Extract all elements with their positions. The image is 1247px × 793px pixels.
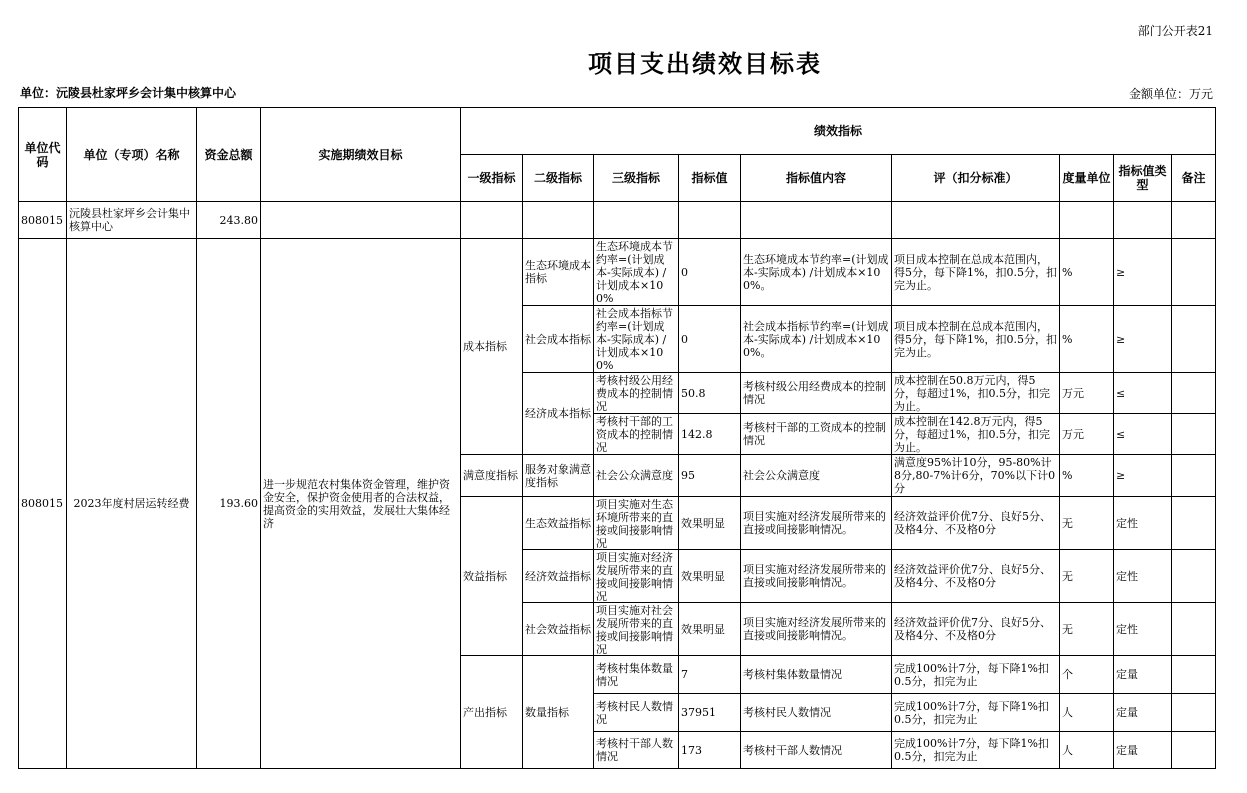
scoring-text: 项目成本控制在总成本范围内，得5分，每下降1%，扣0.5分，扣完为止。 xyxy=(892,306,1060,373)
level3-text: 项目实施对经济发展所带来的直接或间接影响情况 xyxy=(596,551,673,601)
header-remark: 备注 xyxy=(1172,155,1216,202)
scoring-text: 项目成本控制在总成本范围内，得5分，每下降1%，扣0.5分，扣完为止。 xyxy=(892,239,1060,306)
header-value-type: 指标值类型 xyxy=(1114,155,1172,202)
level3-text: 考核村干部人数情况 xyxy=(594,732,679,769)
value-type: 定量 xyxy=(1114,656,1172,694)
indicator-content: 项目实施对经济发展所带来的直接或间接影响情况。 xyxy=(741,497,892,550)
remark xyxy=(1172,550,1216,603)
header-measure-unit: 度量单位 xyxy=(1060,155,1114,202)
measure-unit: 无 xyxy=(1060,497,1114,550)
indicator-value: 173 xyxy=(679,732,741,769)
measure-unit: 无 xyxy=(1060,603,1114,656)
value-type: ≥ xyxy=(1114,455,1172,497)
indicator-content: 社会公众满意度 xyxy=(741,455,892,497)
level1-output: 产出指标 xyxy=(461,656,523,769)
level3-text: 生态环境成本节约率=(计划成本-实际成本) /计划成本×100% xyxy=(596,240,673,304)
summary-code: 808015 xyxy=(19,202,67,239)
scoring-text: 成本控制在50.8万元内，得5分，每超过1%，扣0.5分，扣完为止。 xyxy=(894,374,1050,412)
scoring-text: 经济效益评价优7分、良好5分、及格4分、不及格0分 xyxy=(892,497,1060,550)
indicator-content: 考核村级公用经费成本的控制情况 xyxy=(741,373,892,414)
project-amount: 193.60 xyxy=(197,239,261,769)
measure-unit: 万元 xyxy=(1060,373,1114,414)
header-content: 指标值内容 xyxy=(741,155,892,202)
level2-social-benefit: 社会效益指标 xyxy=(523,603,594,656)
money-unit-label: 金额单位：万元 xyxy=(1128,87,1213,101)
indicator-value: 95 xyxy=(679,455,741,497)
summary-name: 沅陵县杜家坪乡会计集中核算中心 xyxy=(67,202,197,239)
scoring-text: 满意度95%计10分，95-80%计8分,80-7%计6分，70%以下计0分 xyxy=(892,455,1060,497)
scoring-text: 成本控制在142.8万元内，得5分，每超过1%，扣0.5分，扣完为止。 xyxy=(894,415,1050,453)
level2-service: 服务对象满意度指标 xyxy=(523,455,594,497)
indicator-content: 考核村干部人数情况 xyxy=(741,732,892,769)
measure-unit: 个 xyxy=(1060,656,1114,694)
table-row xyxy=(19,202,1216,239)
indicator-content: 考核村民人数情况 xyxy=(741,694,892,732)
remark xyxy=(1172,497,1216,550)
header-unit-code: 单位代码 xyxy=(19,108,67,202)
level2-eco-benefit: 生态效益指标 xyxy=(523,497,594,550)
indicator-content: 考核村干部的工资成本的控制情况 xyxy=(741,414,892,455)
performance-table xyxy=(18,107,1216,769)
table-row xyxy=(19,239,1216,306)
project-goal: 进一步规范农村集体资金管理，维护资金安全，保护资金使用者的合法权益，提高资金的实用效益，发展壮大集体经济 xyxy=(261,239,461,769)
value-type: ≥ xyxy=(1114,239,1172,306)
scoring-text: 完成100%计7分，每下降1%扣0.5分，扣完为止 xyxy=(892,694,1060,732)
unit-label: 单位：沅陵县杜家坪乡会计集中核算中心 xyxy=(20,86,237,100)
indicator-content: 社会成本指标节约率=(计划成本-实际成本) /计划成本×100%。 xyxy=(741,306,892,373)
measure-unit: 无 xyxy=(1060,550,1114,603)
indicator-content: 项目实施对经济发展所带来的直接或间接影响情况。 xyxy=(741,550,892,603)
remark xyxy=(1172,603,1216,656)
indicator-value: 142.8 xyxy=(679,414,741,455)
level3-text: 社会公众满意度 xyxy=(594,455,679,497)
page-title: 项目支出绩效目标表 xyxy=(588,49,822,78)
indicator-value: 7 xyxy=(679,656,741,694)
level1-benefit: 效益指标 xyxy=(461,497,523,656)
project-name: 2023年度村居运转经费 xyxy=(67,239,197,769)
header-level2: 二级指标 xyxy=(523,155,594,202)
level1-satisfaction: 满意度指标 xyxy=(461,455,523,497)
measure-unit: % xyxy=(1060,306,1114,373)
value-type: 定量 xyxy=(1114,694,1172,732)
measure-unit: 人 xyxy=(1060,694,1114,732)
header-level3: 三级指标 xyxy=(594,155,679,202)
indicator-content: 项目实施对经济发展所带来的直接或间接影响情况。 xyxy=(741,603,892,656)
level3-text: 考核村民人数情况 xyxy=(594,694,679,732)
remark xyxy=(1172,373,1216,414)
header-total-funds: 资金总额 xyxy=(197,108,261,202)
value-type: 定量 xyxy=(1114,732,1172,769)
level3-text: 考核村级公用经费成本的控制情况 xyxy=(596,374,673,412)
indicator-value: 效果明显 xyxy=(679,550,741,603)
value-type: 定性 xyxy=(1114,603,1172,656)
measure-unit: 万元 xyxy=(1060,414,1114,455)
level3-text: 考核村干部的工资成本的控制情况 xyxy=(596,415,673,453)
measure-unit: % xyxy=(1060,239,1114,306)
level3-text: 项目实施对生态环境所带来的直接或间接影响情况 xyxy=(596,498,673,548)
scoring-text: 经济效益评价优7分、良好5分、及格4分、不及格0分 xyxy=(892,603,1060,656)
table-number-label: 部门公开表21 xyxy=(1137,24,1213,38)
level1-cost: 成本指标 xyxy=(461,239,523,455)
remark xyxy=(1172,455,1216,497)
summary-amount: 243.80 xyxy=(197,202,261,239)
scoring-text: 完成100%计7分，每下降1%扣0.5分，扣完为止 xyxy=(892,732,1060,769)
indicator-value: 50.8 xyxy=(679,373,741,414)
value-type: 定性 xyxy=(1114,497,1172,550)
header-scoring: 评（扣分标准） xyxy=(892,155,1060,202)
remark xyxy=(1172,656,1216,694)
remark xyxy=(1172,732,1216,769)
remark xyxy=(1172,694,1216,732)
indicator-value: 37951 xyxy=(679,694,741,732)
indicator-content: 考核村集体数量情况 xyxy=(741,656,892,694)
header-level1: 一级指标 xyxy=(461,155,523,202)
remark xyxy=(1172,239,1216,306)
level2-economic-benefit: 经济效益指标 xyxy=(523,550,594,603)
indicator-value: 0 xyxy=(679,239,741,306)
level3-text: 考核村集体数量情况 xyxy=(594,656,679,694)
level2-social-cost: 社会成本指标 xyxy=(523,306,594,373)
indicator-value: 0 xyxy=(679,306,741,373)
value-type: ≤ xyxy=(1114,414,1172,455)
project-code: 808015 xyxy=(19,239,67,769)
indicator-value: 效果明显 xyxy=(679,497,741,550)
value-type: 定性 xyxy=(1114,550,1172,603)
header-goal: 实施期绩效目标 xyxy=(261,108,461,202)
scoring-text: 完成100%计7分，每下降1%扣0.5分，扣完为止 xyxy=(892,656,1060,694)
remark xyxy=(1172,306,1216,373)
measure-unit: 人 xyxy=(1060,732,1114,769)
level3-text: 项目实施对社会发展所带来的直接或间接影响情况 xyxy=(596,604,673,654)
level2-economic-cost: 经济成本指标 xyxy=(523,373,594,455)
indicator-content: 生态环境成本节约率=(计划成本-实际成本) /计划成本×100%。 xyxy=(741,239,892,306)
indicator-value: 效果明显 xyxy=(679,603,741,656)
level2-eco-cost: 生态环境成本指标 xyxy=(523,239,594,306)
header-unit-name: 单位（专项）名称 xyxy=(67,108,197,202)
measure-unit: % xyxy=(1060,455,1114,497)
value-type: ≥ xyxy=(1114,306,1172,373)
level3-text: 社会成本指标节约率=(计划成本-实际成本) /计划成本×100% xyxy=(596,307,673,371)
scoring-text: 经济效益评价优7分、良好5分、及格4分、不及格0分 xyxy=(892,550,1060,603)
header-indicators: 绩效指标 xyxy=(461,108,1216,155)
remark xyxy=(1172,414,1216,455)
value-type: ≤ xyxy=(1114,373,1172,414)
level2-quantity: 数量指标 xyxy=(523,656,594,769)
header-value: 指标值 xyxy=(679,155,741,202)
